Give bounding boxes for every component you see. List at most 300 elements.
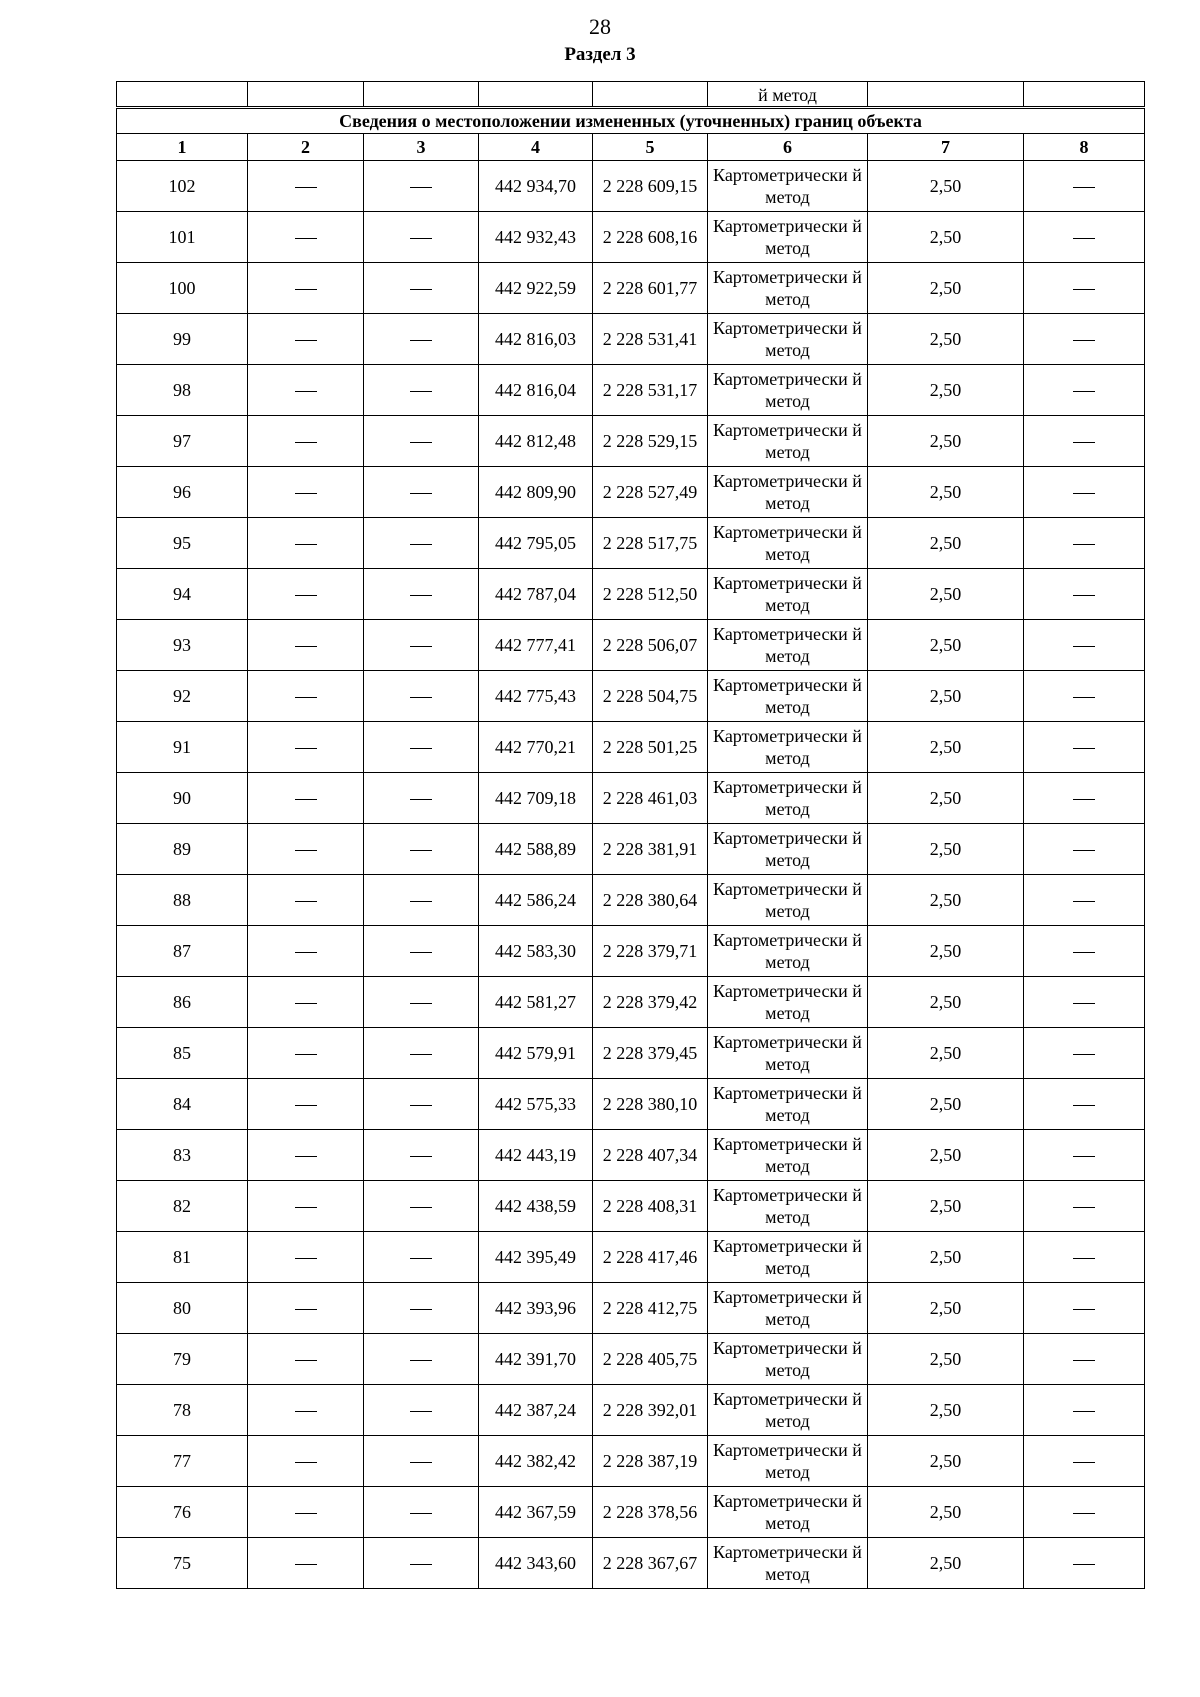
dash-value (1073, 289, 1095, 290)
point-cell: 84 (117, 1079, 248, 1130)
x-coordinate-cell: 442 382,42 (479, 1436, 593, 1487)
accuracy-cell: 2,50 (868, 1538, 1024, 1589)
dash-value (295, 1105, 317, 1106)
x-coordinate-cell: 442 809,90 (479, 467, 593, 518)
empty-value-cell (364, 161, 479, 212)
point-cell: 98 (117, 365, 248, 416)
point-cell: 95 (117, 518, 248, 569)
y-coordinate-cell: 2 228 609,15 (593, 161, 708, 212)
continuation-cell (248, 82, 364, 108)
y-coordinate-cell: 2 228 405,75 (593, 1334, 708, 1385)
method-cell: Картометрически й метод (708, 518, 868, 569)
x-coordinate-cell: 442 575,33 (479, 1079, 593, 1130)
table-row (117, 518, 1145, 569)
dash-value (410, 1105, 432, 1106)
table-row (117, 1130, 1145, 1181)
point-cell: 102 (117, 161, 248, 212)
point-cell: 80 (117, 1283, 248, 1334)
y-coordinate-cell: 2 228 380,10 (593, 1079, 708, 1130)
dash-value (1073, 952, 1095, 953)
column-number: 4 (479, 134, 593, 161)
empty-value-cell (1024, 926, 1145, 977)
table-row (117, 467, 1145, 518)
empty-value-cell (364, 824, 479, 875)
accuracy-cell: 2,50 (868, 1079, 1024, 1130)
accuracy-cell: 2,50 (868, 1181, 1024, 1232)
empty-value-cell (1024, 722, 1145, 773)
empty-value-cell (248, 1538, 364, 1589)
table-caption-row (117, 108, 1145, 134)
x-coordinate-cell: 442 777,41 (479, 620, 593, 671)
column-number: 7 (868, 134, 1024, 161)
method-cell: Картометрически й метод (708, 1334, 868, 1385)
column-number: 2 (248, 134, 364, 161)
empty-value-cell (1024, 212, 1145, 263)
x-coordinate-cell: 442 586,24 (479, 875, 593, 926)
dash-value (295, 1003, 317, 1004)
table-row (117, 1385, 1145, 1436)
y-coordinate-cell: 2 228 379,71 (593, 926, 708, 977)
continuation-cell (479, 82, 593, 108)
table-row (117, 620, 1145, 671)
x-coordinate-cell: 442 795,05 (479, 518, 593, 569)
empty-value-cell (248, 416, 364, 467)
y-coordinate-cell: 2 228 412,75 (593, 1283, 708, 1334)
dash-value (295, 1309, 317, 1310)
dash-value (1073, 340, 1095, 341)
table-row (117, 212, 1145, 263)
empty-value-cell (1024, 1538, 1145, 1589)
x-coordinate-cell: 442 395,49 (479, 1232, 593, 1283)
method-cell: Картометрически й метод (708, 365, 868, 416)
accuracy-cell: 2,50 (868, 722, 1024, 773)
empty-value-cell (364, 416, 479, 467)
empty-value-cell (364, 569, 479, 620)
table-row (117, 365, 1145, 416)
dash-value (410, 1258, 432, 1259)
coordinates-table (116, 81, 1145, 1589)
table-row (117, 824, 1145, 875)
empty-value-cell (1024, 365, 1145, 416)
dash-value (410, 289, 432, 290)
table-row (117, 1334, 1145, 1385)
dash-value (295, 952, 317, 953)
accuracy-cell: 2,50 (868, 518, 1024, 569)
empty-value-cell (248, 722, 364, 773)
empty-value-cell (364, 1283, 479, 1334)
y-coordinate-cell: 2 228 367,67 (593, 1538, 708, 1589)
table-row (117, 722, 1145, 773)
x-coordinate-cell: 442 367,59 (479, 1487, 593, 1538)
y-coordinate-cell: 2 228 531,17 (593, 365, 708, 416)
dash-value (1073, 544, 1095, 545)
dash-value (1073, 1309, 1095, 1310)
dash-value (1073, 1207, 1095, 1208)
empty-value-cell (248, 671, 364, 722)
empty-value-cell (248, 620, 364, 671)
dash-value (1073, 901, 1095, 902)
method-cell: Картометрически й метод (708, 875, 868, 926)
dash-value (410, 1207, 432, 1208)
dash-value (1073, 1003, 1095, 1004)
point-cell: 96 (117, 467, 248, 518)
x-coordinate-cell: 442 770,21 (479, 722, 593, 773)
empty-value-cell (1024, 314, 1145, 365)
y-coordinate-cell: 2 228 380,64 (593, 875, 708, 926)
empty-value-cell (248, 212, 364, 263)
x-coordinate-cell: 442 709,18 (479, 773, 593, 824)
column-number: 3 (364, 134, 479, 161)
empty-value-cell (364, 620, 479, 671)
method-cell: Картометрически й метод (708, 161, 868, 212)
dash-value (410, 1462, 432, 1463)
accuracy-cell: 2,50 (868, 212, 1024, 263)
y-coordinate-cell: 2 228 504,75 (593, 671, 708, 722)
point-cell: 91 (117, 722, 248, 773)
column-number: 1 (117, 134, 248, 161)
y-coordinate-cell: 2 228 529,15 (593, 416, 708, 467)
x-coordinate-cell: 442 816,04 (479, 365, 593, 416)
empty-value-cell (248, 263, 364, 314)
empty-value-cell (248, 1385, 364, 1436)
continuation-cell (593, 82, 708, 108)
empty-value-cell (248, 824, 364, 875)
empty-value-cell (248, 1436, 364, 1487)
empty-value-cell (248, 1181, 364, 1232)
dash-value (1073, 391, 1095, 392)
y-coordinate-cell: 2 228 381,91 (593, 824, 708, 875)
continuation-row (117, 82, 1145, 108)
dash-value (410, 850, 432, 851)
dash-value (410, 1156, 432, 1157)
dash-value (1073, 850, 1095, 851)
x-coordinate-cell: 442 443,19 (479, 1130, 593, 1181)
method-cell: Картометрически й метод (708, 1079, 868, 1130)
accuracy-cell: 2,50 (868, 824, 1024, 875)
accuracy-cell: 2,50 (868, 926, 1024, 977)
dash-value (1073, 238, 1095, 239)
dash-value (295, 1207, 317, 1208)
point-cell: 100 (117, 263, 248, 314)
dash-value (410, 1513, 432, 1514)
point-cell: 99 (117, 314, 248, 365)
accuracy-cell: 2,50 (868, 569, 1024, 620)
continuation-cell (868, 82, 1024, 108)
accuracy-cell: 2,50 (868, 1385, 1024, 1436)
dash-value (295, 493, 317, 494)
dash-value (295, 1054, 317, 1055)
method-cell: Картометрически й метод (708, 1130, 868, 1181)
x-coordinate-cell: 442 588,89 (479, 824, 593, 875)
empty-value-cell (1024, 620, 1145, 671)
dash-value (1073, 646, 1095, 647)
table-row (117, 1436, 1145, 1487)
y-coordinate-cell: 2 228 527,49 (593, 467, 708, 518)
point-cell: 89 (117, 824, 248, 875)
point-cell: 83 (117, 1130, 248, 1181)
empty-value-cell (364, 773, 479, 824)
x-coordinate-cell: 442 387,24 (479, 1385, 593, 1436)
point-cell: 87 (117, 926, 248, 977)
empty-value-cell (364, 314, 479, 365)
y-coordinate-cell: 2 228 501,25 (593, 722, 708, 773)
table-row (117, 875, 1145, 926)
dash-value (295, 1513, 317, 1514)
dash-value (295, 901, 317, 902)
point-cell: 85 (117, 1028, 248, 1079)
empty-value-cell (1024, 1487, 1145, 1538)
method-cell: Картометрически й метод (708, 977, 868, 1028)
x-coordinate-cell: 442 438,59 (479, 1181, 593, 1232)
dash-value (410, 901, 432, 902)
y-coordinate-cell: 2 228 517,75 (593, 518, 708, 569)
method-cell: Картометрически й метод (708, 773, 868, 824)
y-coordinate-cell: 2 228 512,50 (593, 569, 708, 620)
page-number: 28 (589, 14, 611, 39)
accuracy-cell: 2,50 (868, 1028, 1024, 1079)
method-cell: Картометрически й метод (708, 824, 868, 875)
empty-value-cell (1024, 467, 1145, 518)
empty-value-cell (364, 263, 479, 314)
accuracy-cell: 2,50 (868, 161, 1024, 212)
point-cell: 97 (117, 416, 248, 467)
empty-value-cell (364, 1436, 479, 1487)
continuation-cell (1024, 82, 1145, 108)
table-row (117, 1487, 1145, 1538)
point-cell: 81 (117, 1232, 248, 1283)
dash-value (410, 187, 432, 188)
y-coordinate-cell: 2 228 407,34 (593, 1130, 708, 1181)
table-row (117, 926, 1145, 977)
dash-value (410, 646, 432, 647)
empty-value-cell (248, 161, 364, 212)
empty-value-cell (364, 926, 479, 977)
empty-value-cell (1024, 1232, 1145, 1283)
x-coordinate-cell: 442 393,96 (479, 1283, 593, 1334)
dash-value (295, 442, 317, 443)
dash-value (295, 748, 317, 749)
dash-value (1073, 697, 1095, 698)
dash-value (410, 1309, 432, 1310)
method-cell: Картометрически й метод (708, 569, 868, 620)
dash-value (295, 1462, 317, 1463)
x-coordinate-cell: 442 816,03 (479, 314, 593, 365)
dash-value (295, 187, 317, 188)
accuracy-cell: 2,50 (868, 1334, 1024, 1385)
point-cell: 75 (117, 1538, 248, 1589)
point-cell: 90 (117, 773, 248, 824)
table-row (117, 1181, 1145, 1232)
accuracy-cell: 2,50 (868, 1232, 1024, 1283)
x-coordinate-cell: 442 932,43 (479, 212, 593, 263)
dash-value (410, 748, 432, 749)
empty-value-cell (364, 1334, 479, 1385)
dash-value (410, 1054, 432, 1055)
dash-value (1073, 799, 1095, 800)
dash-value (410, 442, 432, 443)
table-row (117, 671, 1145, 722)
point-cell: 101 (117, 212, 248, 263)
dash-value (410, 1003, 432, 1004)
accuracy-cell: 2,50 (868, 314, 1024, 365)
point-cell: 88 (117, 875, 248, 926)
y-coordinate-cell: 2 228 392,01 (593, 1385, 708, 1436)
empty-value-cell (1024, 1283, 1145, 1334)
accuracy-cell: 2,50 (868, 671, 1024, 722)
method-cell: Картометрически й метод (708, 620, 868, 671)
accuracy-cell: 2,50 (868, 263, 1024, 314)
dash-value (1073, 595, 1095, 596)
point-cell: 86 (117, 977, 248, 1028)
empty-value-cell (248, 1334, 364, 1385)
table-row (117, 314, 1145, 365)
empty-value-cell (1024, 1028, 1145, 1079)
empty-value-cell (364, 977, 479, 1028)
accuracy-cell: 2,50 (868, 773, 1024, 824)
method-cell: Картометрически й метод (708, 1181, 868, 1232)
accuracy-cell: 2,50 (868, 620, 1024, 671)
empty-value-cell (1024, 671, 1145, 722)
table-row (117, 1538, 1145, 1589)
dash-value (295, 289, 317, 290)
table-caption: Сведения о местоположении измененных (уточненных) границ объекта (117, 108, 1145, 134)
empty-value-cell (248, 977, 364, 1028)
section-title: Раздел 3 (564, 44, 636, 65)
dash-value (295, 340, 317, 341)
x-coordinate-cell: 442 934,70 (479, 161, 593, 212)
dash-value (1073, 1360, 1095, 1361)
dash-value (295, 850, 317, 851)
dash-value (295, 1411, 317, 1412)
empty-value-cell (1024, 1130, 1145, 1181)
accuracy-cell: 2,50 (868, 1130, 1024, 1181)
empty-value-cell (1024, 518, 1145, 569)
empty-value-cell (1024, 824, 1145, 875)
method-cell: Картометрически й метод (708, 1232, 868, 1283)
empty-value-cell (364, 671, 479, 722)
empty-value-cell (364, 365, 479, 416)
empty-value-cell (1024, 1334, 1145, 1385)
empty-value-cell (248, 1232, 364, 1283)
dash-value (295, 544, 317, 545)
method-cell: Картометрически й метод (708, 416, 868, 467)
empty-value-cell (248, 1487, 364, 1538)
dash-value (410, 340, 432, 341)
table-row (117, 1079, 1145, 1130)
empty-value-cell (364, 1538, 479, 1589)
empty-value-cell (1024, 416, 1145, 467)
empty-value-cell (248, 518, 364, 569)
x-coordinate-cell: 442 812,48 (479, 416, 593, 467)
dash-value (1073, 1513, 1095, 1514)
empty-value-cell (364, 722, 479, 773)
table-body (117, 82, 1145, 1589)
empty-value-cell (248, 1028, 364, 1079)
empty-value-cell (248, 467, 364, 518)
dash-value (295, 646, 317, 647)
method-cell: Картометрически й метод (708, 1487, 868, 1538)
table-row (117, 1283, 1145, 1334)
dash-value (1073, 748, 1095, 749)
dash-value (1073, 187, 1095, 188)
method-cell: Картометрически й метод (708, 722, 868, 773)
dash-value (1073, 1258, 1095, 1259)
dash-value (295, 1156, 317, 1157)
method-cell: Картометрически й метод (708, 1436, 868, 1487)
dash-value (410, 238, 432, 239)
dash-value (295, 799, 317, 800)
continuation-cell (117, 82, 248, 108)
empty-value-cell (364, 518, 479, 569)
method-cell: Картометрически й метод (708, 467, 868, 518)
empty-value-cell (1024, 773, 1145, 824)
dash-value (1073, 1411, 1095, 1412)
dash-value (1073, 442, 1095, 443)
dash-value (410, 1564, 432, 1565)
empty-value-cell (364, 212, 479, 263)
dash-value (410, 1360, 432, 1361)
empty-value-cell (248, 875, 364, 926)
column-number-row (117, 134, 1145, 161)
dash-value (1073, 493, 1095, 494)
y-coordinate-cell: 2 228 379,42 (593, 977, 708, 1028)
accuracy-cell: 2,50 (868, 1283, 1024, 1334)
dash-value (1073, 1564, 1095, 1565)
y-coordinate-cell: 2 228 387,19 (593, 1436, 708, 1487)
accuracy-cell: 2,50 (868, 416, 1024, 467)
continuation-cell (364, 82, 479, 108)
empty-value-cell (364, 467, 479, 518)
dash-value (410, 697, 432, 698)
y-coordinate-cell: 2 228 417,46 (593, 1232, 708, 1283)
continuation-method-cell: й метод (708, 82, 868, 108)
empty-value-cell (364, 1130, 479, 1181)
table-row (117, 161, 1145, 212)
table-row (117, 1232, 1145, 1283)
dash-value (295, 1258, 317, 1259)
empty-value-cell (1024, 1385, 1145, 1436)
point-cell: 93 (117, 620, 248, 671)
dash-value (410, 544, 432, 545)
accuracy-cell: 2,50 (868, 977, 1024, 1028)
dash-value (1073, 1054, 1095, 1055)
empty-value-cell (248, 1283, 364, 1334)
point-cell: 77 (117, 1436, 248, 1487)
empty-value-cell (248, 1079, 364, 1130)
empty-value-cell (248, 569, 364, 620)
accuracy-cell: 2,50 (868, 1487, 1024, 1538)
empty-value-cell (248, 926, 364, 977)
column-number: 8 (1024, 134, 1145, 161)
dash-value (410, 1411, 432, 1412)
dash-value (295, 595, 317, 596)
method-cell: Картометрически й метод (708, 1538, 868, 1589)
accuracy-cell: 2,50 (868, 365, 1024, 416)
empty-value-cell (364, 1079, 479, 1130)
table-row (117, 569, 1145, 620)
method-cell: Картометрически й метод (708, 1385, 868, 1436)
dash-value (295, 391, 317, 392)
empty-value-cell (1024, 263, 1145, 314)
point-cell: 79 (117, 1334, 248, 1385)
x-coordinate-cell: 442 583,30 (479, 926, 593, 977)
dash-value (1073, 1156, 1095, 1157)
y-coordinate-cell: 2 228 531,41 (593, 314, 708, 365)
empty-value-cell (364, 1487, 479, 1538)
empty-value-cell (1024, 161, 1145, 212)
table-row (117, 977, 1145, 1028)
x-coordinate-cell: 442 579,91 (479, 1028, 593, 1079)
